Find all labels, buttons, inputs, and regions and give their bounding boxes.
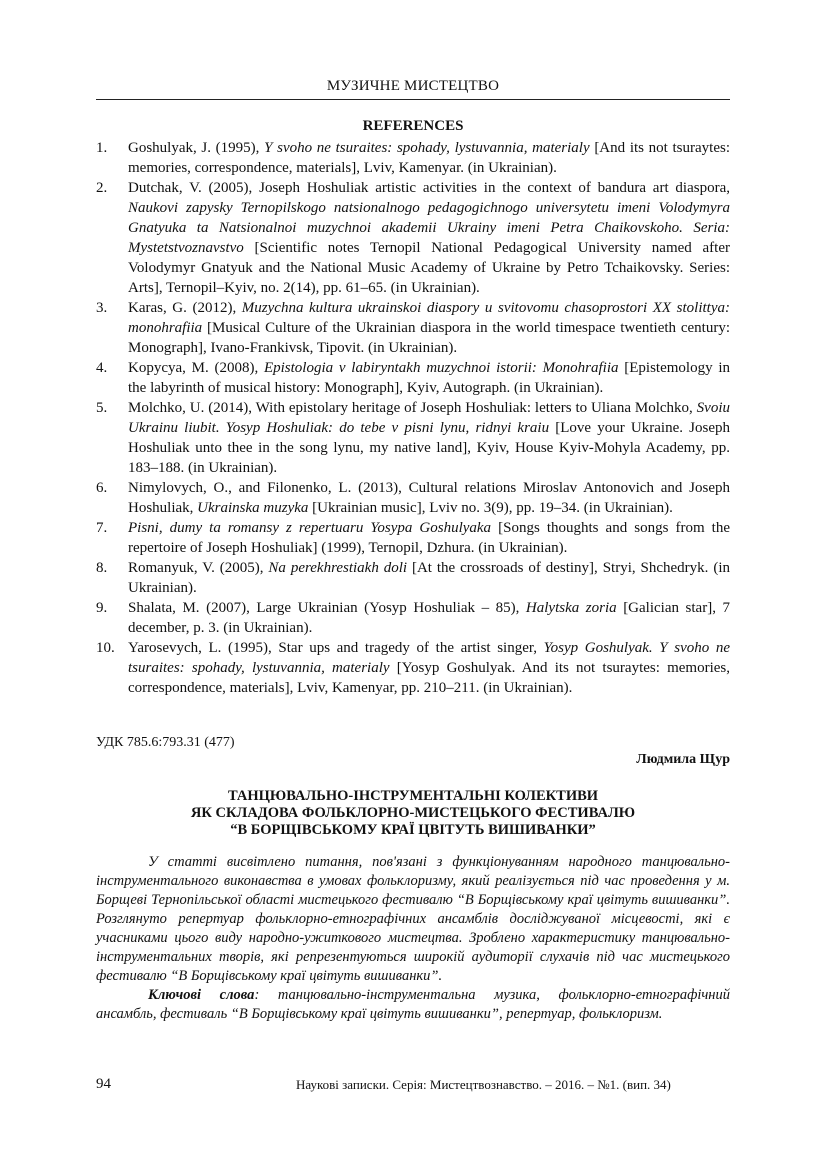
reference-title: Halytska zoria xyxy=(525,600,617,616)
reference-text: [And its not tsuraytes: memories, correspondence, materials], Lviv, Kamenyar. (in Ukrainian). xyxy=(128,140,730,176)
keywords-text: : танцювально-інструментальна музика, фольклорно-етнографічний ансамбль, фестиваль “В Борщівському краї цвітуть вишиванки”, репертуар, фольклоризм. xyxy=(96,987,730,1022)
reference-item xyxy=(96,298,730,358)
reference-number: 6. xyxy=(96,480,108,496)
journal-citation: Наукові записки. Серія: Мистецтвознавство. – 2016. – №1. (вип. 34) xyxy=(296,1077,671,1092)
reference-text: Dutchak, V. (2005), Joseph Hoshuliak artistic activities in the context of bandura art diaspora, xyxy=(128,180,730,196)
reference-title: Muzychna kultura ukrainskoi diaspory u svitovomu chasoprostori XX stolittya: monohrafiia xyxy=(128,300,730,336)
references-list xyxy=(96,138,730,698)
udc-code: УДК 785.6:793.31 (477) xyxy=(96,735,235,750)
reference-number: 5. xyxy=(96,400,108,416)
reference-text: [Ukrainian music], Lviv no. 3(9), pp. 19–34. (in Ukrainian). xyxy=(308,500,673,516)
reference-text: Kopycya, M. (2008), xyxy=(128,360,264,376)
reference-number: 7. xyxy=(96,520,108,536)
reference-number: 2. xyxy=(96,180,108,196)
reference-item xyxy=(96,638,730,698)
reference-item xyxy=(96,478,730,518)
reference-text: Goshulyak, J. (1995), xyxy=(128,140,265,156)
reference-number: 4. xyxy=(96,360,108,376)
reference-item xyxy=(96,178,730,298)
reference-item xyxy=(96,518,730,558)
reference-item xyxy=(96,598,730,638)
reference-item xyxy=(96,138,730,178)
reference-text: [Yosyp Goshulyak. And its not tsuraytes: memories, correspondence, materials], Lviv, Kamenyar, pp. 210–211. (in Ukrainian). xyxy=(128,660,730,696)
reference-text: Romanyuk, V. (2005), xyxy=(128,560,269,576)
header-divider xyxy=(96,99,730,100)
article-title-line: “В БОРЩІВСЬКОМУ КРАЇ ЦВІТУТЬ ВИШИВАНКИ” xyxy=(230,822,596,838)
reference-number: 9. xyxy=(96,600,108,616)
reference-text: [Epistemology in the labyrinth of musical history: Monograph], Kyiv, Autograph. (in Ukrainian). xyxy=(128,360,730,396)
abstract xyxy=(96,853,730,1024)
running-header: МУЗИЧНЕ МИСТЕЦТВО xyxy=(326,78,500,94)
reference-title: Naukovi zapysky Ternopilskogo natsionalnogo pedagogichnogo universytetu imeni Volodymyra Gnatyuka ta Natsionalnoi muzychnoi akademii Ukrainy imeni Petra Chaikovskoho. Seria: Mystetstvoznavstvo xyxy=(128,200,730,256)
reference-text: Karas, G. (2012), xyxy=(128,300,242,316)
page-number: 94 xyxy=(96,1076,111,1092)
reference-title: Svoiu Ukrainu liubit. Yosyp Hoshuliak: do tebe v pisni lynu, ridnyi kraiu xyxy=(128,400,730,436)
article-author: Людмила Щур xyxy=(636,752,730,767)
references-heading: REFERENCES xyxy=(362,118,464,134)
reference-text: Yarosevych, L. (1995), Star ups and tragedy of the artist singer, xyxy=(128,640,544,656)
reference-number: 1. xyxy=(96,140,108,156)
reference-title: Pisni, dumy ta romansy z repertuaru Yosypa Goshulyaka xyxy=(128,520,492,536)
reference-text: [Musical Culture of the Ukrainian diaspora in the world timespace twentieth century: Monograph], Ivano-Frankivsk, Tipovit. (in Ukrainian). xyxy=(128,320,730,356)
reference-title: Yosyp Goshulyak. Y svoho ne tsuraites: spohady, lystuvannia, materialy xyxy=(128,640,731,676)
reference-item xyxy=(96,358,730,398)
reference-text: [At the crossroads of destiny], Stryi, Shchedryk. (in Ukrainian). xyxy=(128,560,730,596)
reference-text: [Love your Ukraine. Joseph Hoshuliak unto thee in the song lynu, my native land], Kyiv, House Kyiv-Mohyla Academy, pp. 183–188. (in Ukrainian). xyxy=(128,420,730,476)
keywords xyxy=(96,986,730,1024)
reference-title: Epistologia v labiryntakh muzychnoi istorii: Monohrafiia xyxy=(263,360,619,376)
keywords-label: Ключові слова xyxy=(148,987,255,1003)
reference-title: Na perekhrestiakh doli xyxy=(268,560,408,576)
reference-text: Molchko, U. (2014), With epistolary heritage of Joseph Hoshuliak: letters to Uliana Molchko, xyxy=(128,400,697,416)
reference-text: Shalata, M. (2007), Large Ukrainian (Yosyp Hoshuliak – 85), xyxy=(128,600,526,616)
article-title-line: ЯК СКЛАДОВА ФОЛЬКЛОРНО-МИСТЕЦЬКОГО ФЕСТИВАЛЮ xyxy=(190,805,636,821)
reference-number: 10. xyxy=(96,640,115,656)
reference-text: [Songs thoughts and songs from the repertoire of Joseph Hoshuliak] (1999), Ternopil, Dzhura. (in Ukrainian). xyxy=(128,520,730,556)
article-title-line: ТАНЦЮВАЛЬНО-ІНСТРУМЕНТАЛЬНІ КОЛЕКТИВИ xyxy=(227,788,599,804)
reference-title: Y svoho ne tsuraites: spohady, lystuvannia, materialy xyxy=(264,140,590,156)
reference-text: Nimylovych, O., and Filonenko, L. (2013), Cultural relations Miroslav Antonovich and Joseph Hoshuliak, xyxy=(128,480,730,516)
reference-title: Ukrainska muzyka xyxy=(197,500,309,516)
reference-text: [Galician star], 7 december, p. 3. (in Ukrainian). xyxy=(128,600,730,636)
reference-item xyxy=(96,558,730,598)
article-title xyxy=(96,788,730,839)
reference-number: 8. xyxy=(96,560,108,576)
reference-number: 3. xyxy=(96,300,108,316)
reference-text: [Scientific notes Ternopil National Pedagogical University named after Volodymyr Gnatyuk and the National Music Academy of Ukraine by Petro Tchaikovsky. Series: Arts], Ternopil–Kyiv, no. 2(14), pp. 61–65. (in Ukrainian). xyxy=(128,240,730,296)
reference-item xyxy=(96,398,730,478)
abstract-text: У статті висвітлено питання, пов'язані з функціонуванням народного танцювально-інструментального виконавства в умовах фольклоризму, який реалізується під час проведення у м. Борщеві Тернопільської області мистецького фестивалю “В Борщівському краї цвітуть вишиванки”. Розглянуто репертуар фольклорно-етнографічних ансамблів досліджуваної місцевості, які є учасниками цього виду народно-ужиткового мистецтва. Зроблено характеристику танцювально-інструментальних творів, які репрезентуються широкій аудиторії слухачів під час мистецького фестивалю “В Борщівському краї цвітуть вишиванки”. xyxy=(96,854,730,984)
